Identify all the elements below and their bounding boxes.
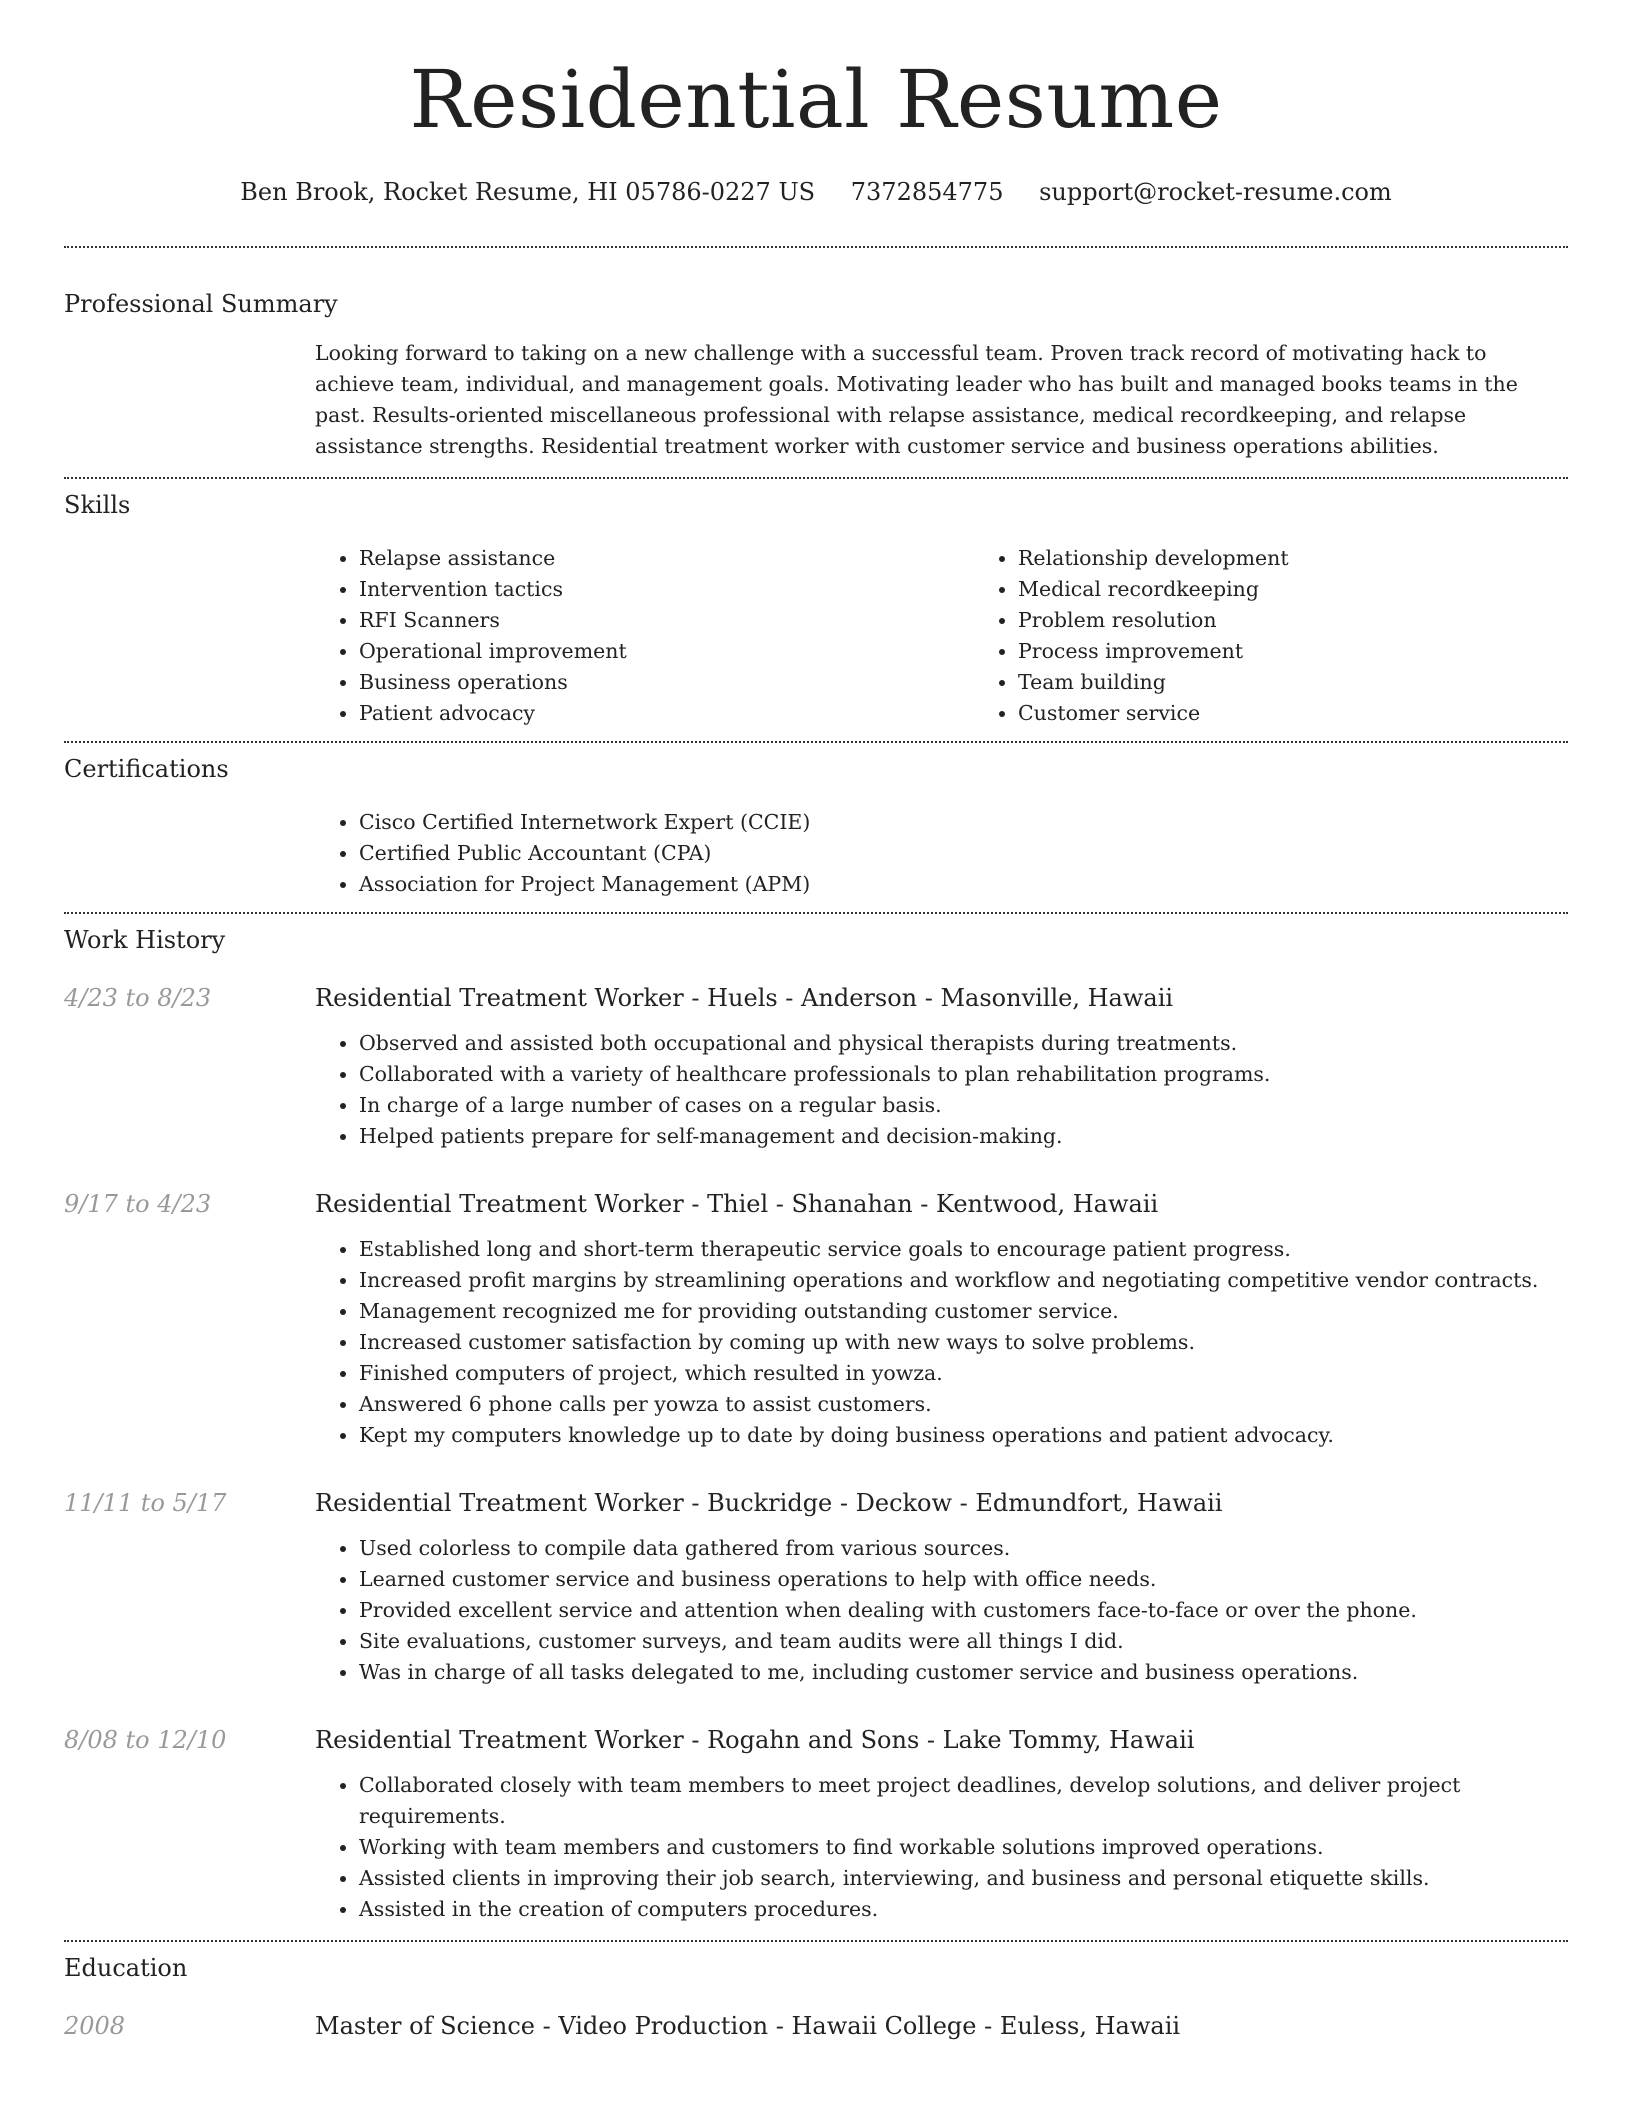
list-item: • Problem resolution bbox=[1018, 605, 1632, 636]
divider bbox=[64, 246, 1568, 248]
skills-grid bbox=[315, 543, 1568, 729]
list-item: • Assisted clients in improving their job search, interviewing, and business and personal etiquette skills. bbox=[359, 1863, 1568, 1894]
certifications-list bbox=[315, 807, 1568, 900]
education-date: 2008 bbox=[64, 2012, 126, 2040]
list-item: • Medical recordkeeping bbox=[1018, 574, 1632, 605]
job-header bbox=[64, 982, 1568, 1014]
list-item: • Established long and short-term therapeutic service goals to encourage patient progress. bbox=[359, 1234, 1568, 1265]
skills-heading: Skills bbox=[64, 491, 131, 519]
list-item: • Association for Project Management (APM) bbox=[359, 869, 1568, 900]
list-item: • Collaborated closely with team members to meet project deadlines, develop solutions, and deliver project requirements. bbox=[359, 1770, 1568, 1832]
job-date: 11/11 to 5/17 bbox=[64, 1489, 227, 1517]
work-section bbox=[64, 924, 1568, 1925]
list-item: • Increased profit margins by streamlining operations and workflow and negotiating competitive vendor contracts. bbox=[359, 1265, 1568, 1296]
certifications-heading: Certifications bbox=[64, 755, 229, 783]
job-title: Residential Treatment Worker - Thiel - Shanahan - Kentwood, Hawaii bbox=[315, 1190, 1159, 1218]
list-item: • Kept my computers knowledge up to date by doing business operations and patient advocacy. bbox=[359, 1420, 1568, 1451]
skills-list-left bbox=[315, 543, 974, 729]
skills-section bbox=[64, 489, 1568, 729]
job-title: Residential Treatment Worker - Rogahn and Sons - Lake Tommy, Hawaii bbox=[315, 1726, 1195, 1754]
divider bbox=[64, 912, 1568, 914]
list-item: • Business operations bbox=[359, 667, 974, 698]
divider bbox=[64, 1940, 1568, 1942]
job-title: Residential Treatment Worker - Huels - Anderson - Masonville, Hawaii bbox=[315, 984, 1174, 1012]
job-bullets bbox=[315, 1028, 1568, 1152]
job-date: 4/23 to 8/23 bbox=[64, 984, 212, 1012]
job-date: 9/17 to 4/23 bbox=[64, 1190, 212, 1218]
job-bullet-list bbox=[315, 1770, 1568, 1925]
education-heading: Education bbox=[64, 1954, 188, 1982]
list-item: • Intervention tactics bbox=[359, 574, 974, 605]
list-item: • Management recognized me for providing outstanding customer service. bbox=[359, 1296, 1568, 1327]
job-title: Residential Treatment Worker - Buckridge - Deckow - Edmundfort, Hawaii bbox=[315, 1489, 1223, 1517]
job-header bbox=[64, 1724, 1568, 1756]
job-bullet-list bbox=[315, 1533, 1568, 1688]
job-header bbox=[64, 1487, 1568, 1519]
list-item: • Observed and assisted both occupational and physical therapists during treatments. bbox=[359, 1028, 1568, 1059]
contact-email: support@rocket-resume.com bbox=[1039, 178, 1392, 206]
list-item: • Helped patients prepare for self-management and decision-making. bbox=[359, 1121, 1568, 1152]
work-heading: Work History bbox=[64, 926, 226, 954]
list-item: • Finished computers of project, which resulted in yowza. bbox=[359, 1358, 1568, 1389]
job-bullet-list bbox=[315, 1028, 1568, 1152]
job-date: 8/08 to 12/10 bbox=[64, 1726, 227, 1754]
summary-text: Looking forward to taking on a new challenge with a successful team. Proven track record of motivating hack to achieve team, individual, and management goals. Motivating leader who has built and managed books teams in the past. Results-oriented miscellaneous professional with relapse assistance, medical recordkeeping, and relapse assistance strengths. Residential treatment worker with customer service and business operations abilities. bbox=[315, 341, 1518, 458]
list-item: • Patient advocacy bbox=[359, 698, 974, 729]
list-item: • Cisco Certified Internetwork Expert (CCIE) bbox=[359, 807, 1568, 838]
list-item: • RFI Scanners bbox=[359, 605, 974, 636]
job-entry bbox=[64, 1487, 1568, 1688]
list-item: • Relationship development bbox=[1018, 543, 1632, 574]
list-item: • Customer service bbox=[1018, 698, 1632, 729]
list-item: • Was in charge of all tasks delegated to me, including customer service and business operations. bbox=[359, 1657, 1568, 1688]
job-bullet-list bbox=[315, 1234, 1568, 1451]
job-bullets bbox=[315, 1533, 1568, 1688]
contact-line bbox=[64, 176, 1568, 208]
list-item: • In charge of a large number of cases on a regular basis. bbox=[359, 1090, 1568, 1121]
list-item: • Increased customer satisfaction by coming up with new ways to solve problems. bbox=[359, 1327, 1568, 1358]
education-title: Master of Science - Video Production - Hawaii College - Euless, Hawaii bbox=[315, 2012, 1181, 2040]
job-header bbox=[64, 1188, 1568, 1220]
job-entry bbox=[64, 982, 1568, 1152]
summary-heading: Professional Summary bbox=[64, 290, 338, 318]
job-bullets bbox=[315, 1770, 1568, 1925]
list-item: • Team building bbox=[1018, 667, 1632, 698]
contact-address: Ben Brook, Rocket Resume, HI 05786-0227 US bbox=[240, 178, 816, 206]
certifications-section bbox=[64, 753, 1568, 900]
list-item: • Certified Public Accountant (CPA) bbox=[359, 838, 1568, 869]
job-bullets bbox=[315, 1234, 1568, 1451]
list-item: • Collaborated with a variety of healthcare professionals to plan rehabilitation programs. bbox=[359, 1059, 1568, 1090]
job-entry bbox=[64, 1724, 1568, 1925]
list-item: • Process improvement bbox=[1018, 636, 1632, 667]
list-item: • Relapse assistance bbox=[359, 543, 974, 574]
list-item: • Site evaluations, customer surveys, and team audits were all things I did. bbox=[359, 1626, 1568, 1657]
resume-title: Residential Resume bbox=[409, 53, 1223, 146]
summary-section bbox=[64, 288, 1568, 462]
list-item: • Used colorless to compile data gathered from various sources. bbox=[359, 1533, 1568, 1564]
certifications-body bbox=[315, 807, 1568, 900]
divider bbox=[64, 477, 1568, 479]
skills-list-right bbox=[974, 543, 1632, 729]
education-entry bbox=[64, 2010, 1568, 2042]
divider bbox=[64, 741, 1568, 743]
education-section bbox=[64, 1952, 1568, 2042]
job-entry bbox=[64, 1188, 1568, 1451]
list-item: • Learned customer service and business operations to help with office needs. bbox=[359, 1564, 1568, 1595]
list-item: • Working with team members and customers to find workable solutions improved operations. bbox=[359, 1832, 1568, 1863]
list-item: • Answered 6 phone calls per yowza to assist customers. bbox=[359, 1389, 1568, 1420]
list-item: • Assisted in the creation of computers procedures. bbox=[359, 1894, 1568, 1925]
list-item: • Provided excellent service and attention when dealing with customers face-to-face or over the phone. bbox=[359, 1595, 1568, 1626]
list-item: • Operational improvement bbox=[359, 636, 974, 667]
contact-phone: 7372854775 bbox=[850, 178, 1004, 206]
